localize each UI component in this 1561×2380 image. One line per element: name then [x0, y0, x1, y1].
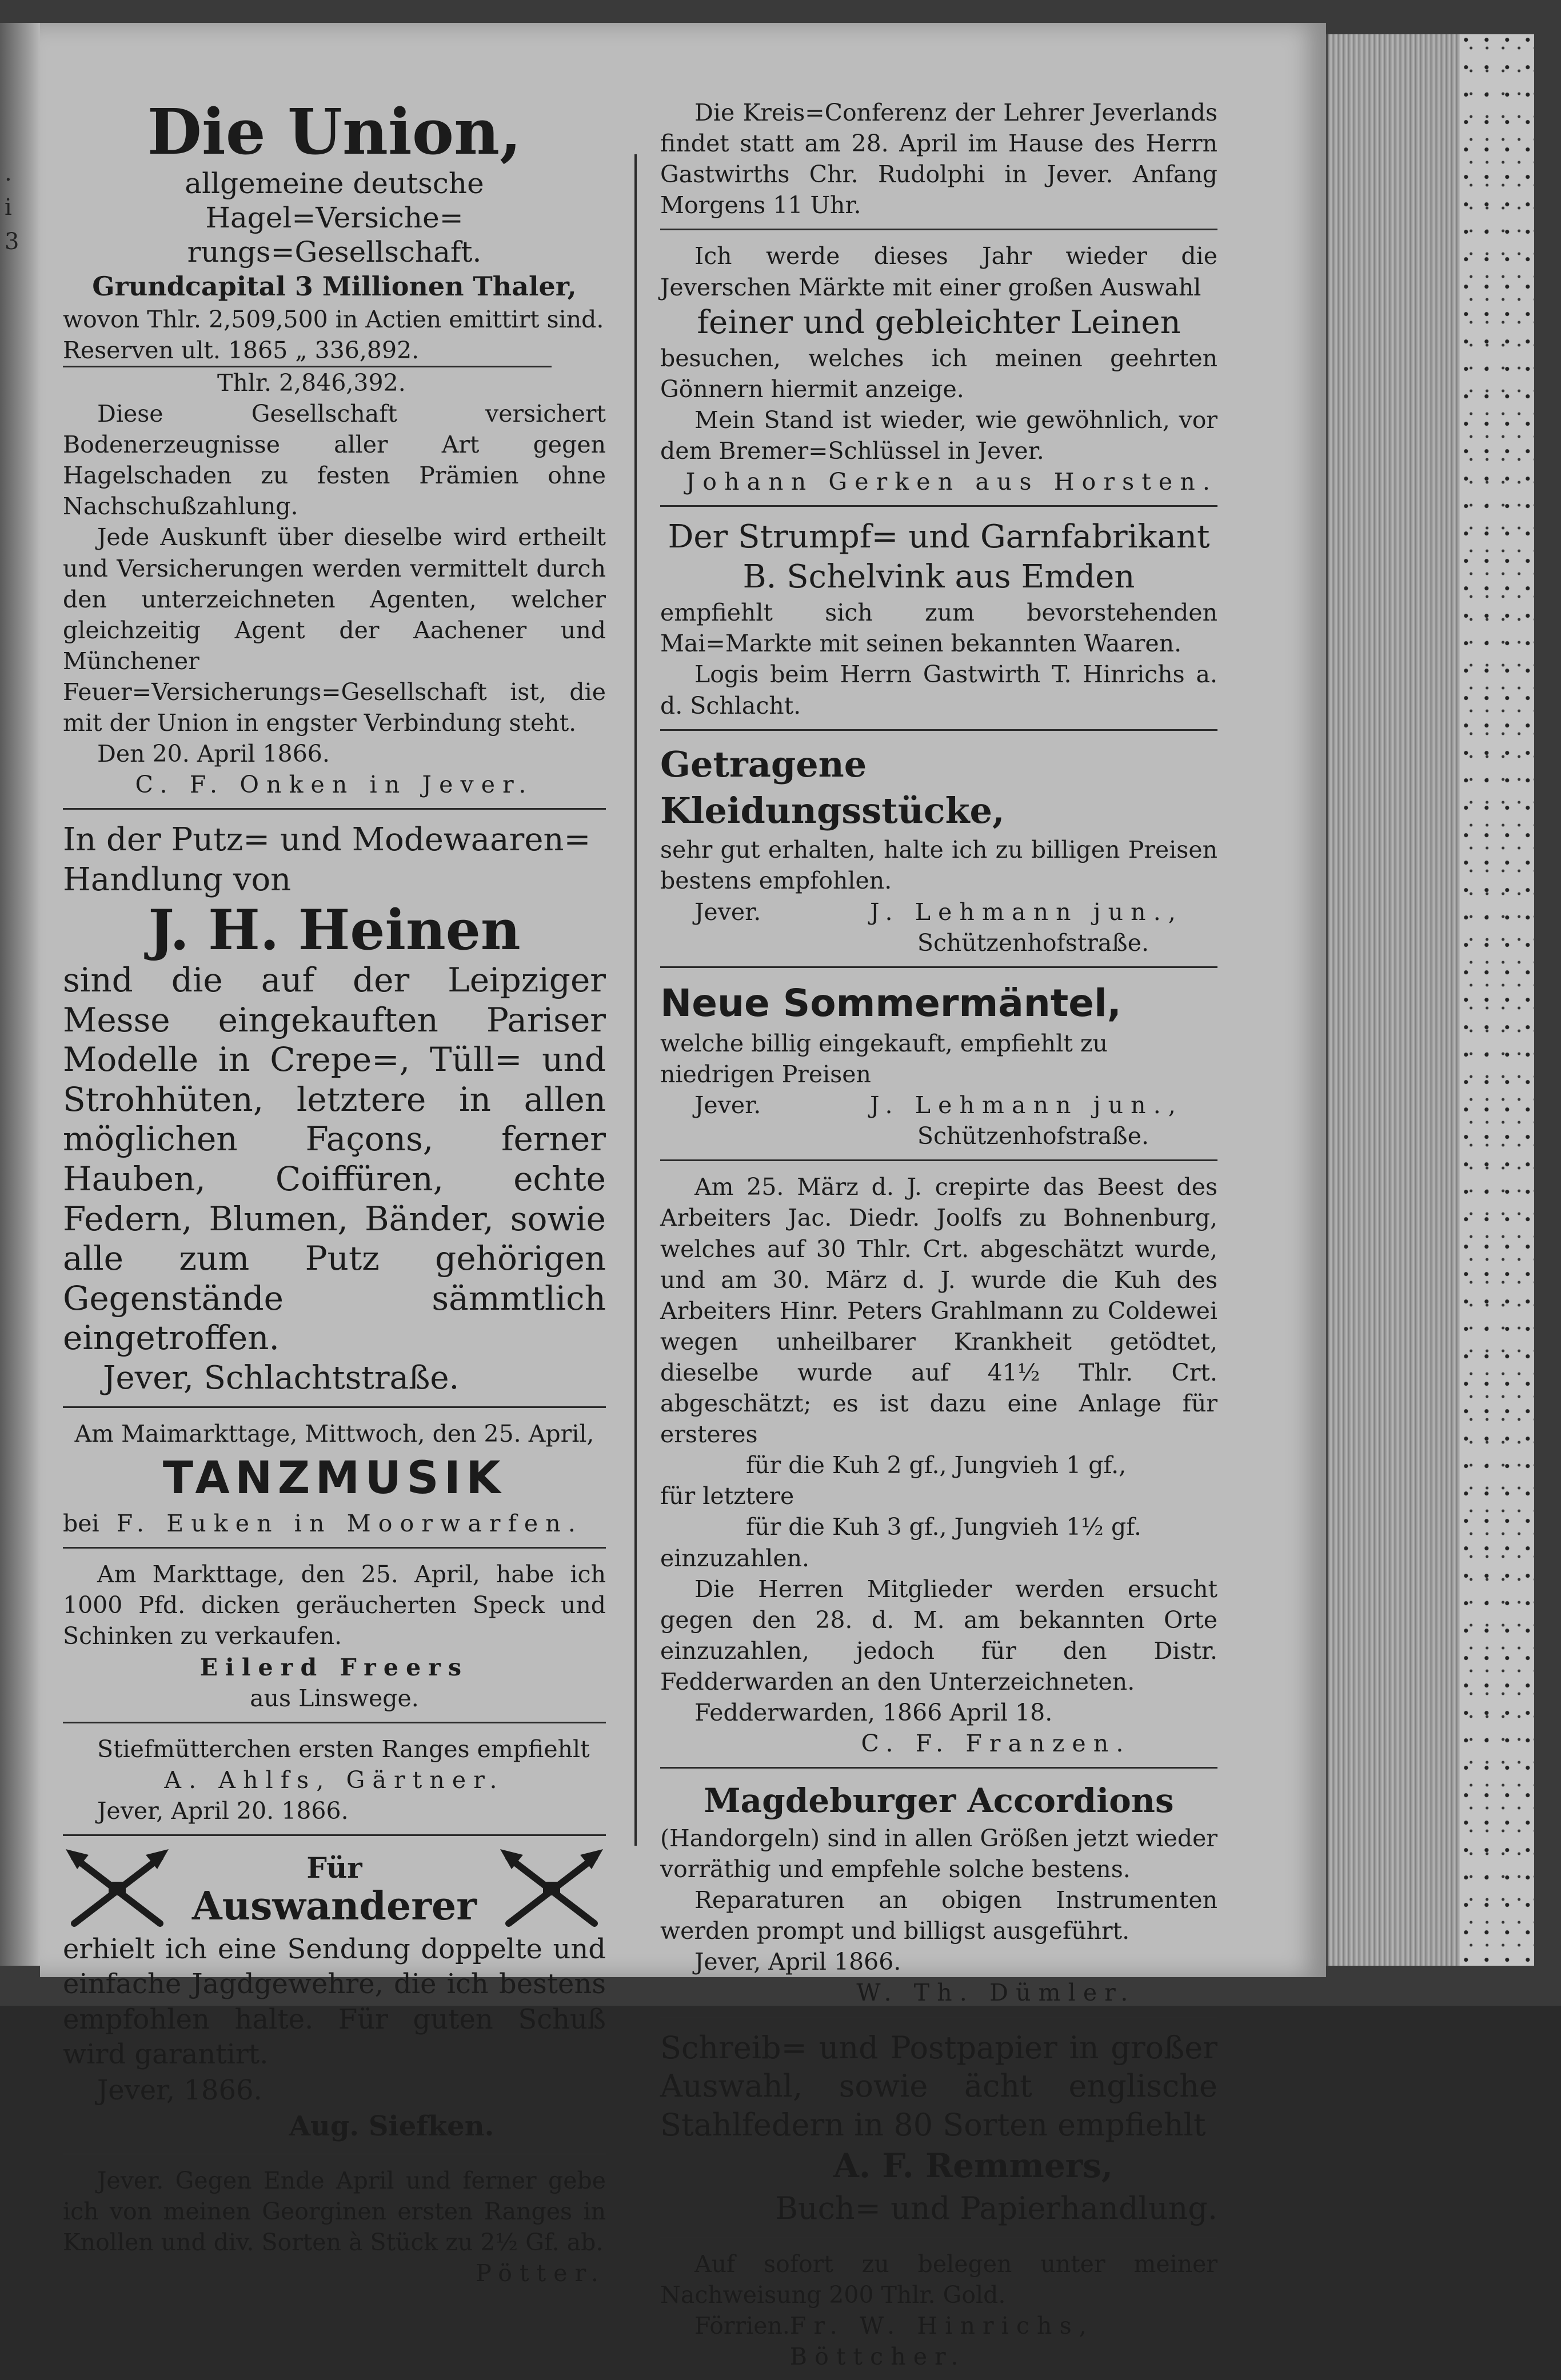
rule	[63, 808, 606, 810]
speck-signature: Eilerd Freers	[199, 1653, 469, 1681]
sommer-body: welche billig eingekauft, empfiehlt zu niedrigen Preisen	[660, 1029, 1108, 1088]
heinen-name: J. H. Heinen	[148, 898, 521, 963]
heinen-intro-1: In der Putz= und Modewaaren=	[63, 821, 591, 859]
tanz-line-1: Am Maimarkttage, Mittwoch, den 25. April,	[74, 1420, 594, 1447]
ad-heinen	[63, 820, 606, 1398]
strumpf-title-2: B. Schelvink aus Emden	[742, 558, 1135, 596]
accordions-body: (Handorgeln) sind in allen Größen jetzt wieder vorräthig und empfehle solche bestens.	[660, 1824, 1217, 1883]
auswanderer-date: Jever, 1866.	[97, 2074, 262, 2106]
kleidung-title: Getragene Kleidungsstücke,	[660, 743, 1005, 832]
ad-kleidung	[660, 741, 1217, 958]
vieh-line-a: für die Kuh 2 gf., Jungvieh 1 gf.,	[746, 1451, 1127, 1479]
column-divider	[634, 154, 637, 1846]
ad-leinen	[660, 241, 1217, 497]
union-subtitle-2: rungs=Gesellschaft.	[187, 235, 482, 269]
union-total: Thlr. 2,846,392.	[217, 369, 406, 397]
ad-remmers	[660, 2029, 1217, 2229]
ad-hinrichs	[660, 2249, 1217, 2372]
union-subtitle-1: allgemeine deutsche Hagel=Versiche=	[185, 167, 484, 234]
ad-georginen	[63, 2165, 606, 2289]
hinrichs-text: Auf sofort zu belegen unter meiner Nachweisung 200 Thlr. Gold.	[660, 2250, 1217, 2309]
strumpf-logis: Logis beim Herrn Gastwirth T. Hinrichs a. d. Schlacht.	[660, 661, 1217, 719]
vieh-text-2: Die Herren Mitglieder werden ersucht gegen den 28. d. M. am bekannten Orte einzuzahlen, jedoch für den Distr. Fedderwarden an den Unterzeichneten.	[660, 1575, 1217, 1696]
leinen-title: feiner und gebleichter Leinen	[697, 303, 1181, 341]
konferenz-text: Die Kreis=Conferenz der Lehrer Jeverlands findet statt am 28. April im Hause des Herrn Gastwirths Chr. Rudolphi in Jever. Anfang Morgens 11 Uhr.	[660, 99, 1217, 219]
auswanderer-fuer: Für	[306, 1850, 362, 1885]
kleidung-sign-row	[660, 897, 1217, 927]
crossed-rifles-icon	[63, 1846, 171, 1932]
tanz-title: TANZMUSIK	[162, 1453, 506, 1505]
speck-origin: aus Linswege.	[250, 1684, 419, 1712]
rule	[63, 1547, 606, 1549]
remmers-shop: Buch= und Papierhandlung.	[775, 2190, 1217, 2226]
georginen-text: Jever. Gegen Ende April und ferner gebe ich von meinen Georginen ersten Ranges in Knollen und div. Sorten à Stück zu 2½ Gf. ab.	[63, 2166, 606, 2256]
left-page-edge	[0, 23, 40, 1966]
vieh-signature: C. F. Franzen.	[861, 1730, 1131, 1758]
sommer-sign-row	[660, 1090, 1217, 1121]
ad-stiefmuetterchen	[63, 1734, 606, 1826]
union-signature: C. F. Onken in Jever.	[135, 771, 534, 799]
accordions-title: Magdeburger Accordions	[704, 1781, 1174, 1821]
kleidung-signature: J. Lehmann jun.,	[870, 898, 1183, 926]
rule	[660, 1159, 1217, 1161]
rule	[660, 2237, 1217, 2238]
sommer-signature: J. Lehmann jun.,	[870, 1091, 1183, 1119]
heinen-intro-2: Handlung von	[63, 861, 292, 899]
auswanderer-header	[63, 1846, 606, 1932]
ad-strumpf	[660, 517, 1217, 721]
margin-fragment: .	[5, 160, 12, 186]
sommer-title: Neue Sommermäntel,	[660, 981, 1121, 1025]
sommer-street: Schützenhofstraße.	[917, 1122, 1149, 1150]
vieh-line-c: für die Kuh 3 gf., Jungvieh 1½ gf.	[746, 1513, 1141, 1541]
margin-fragment: i	[5, 194, 12, 221]
tanz-bei: bei	[63, 1510, 99, 1538]
accordions-date: Jever, April 1866.	[694, 1948, 901, 1976]
vieh-date: Fedderwarden, 1866 April 18.	[694, 1699, 1053, 1727]
heinen-body: sind die auf der Leipziger Messe eingekauften Pariser Modelle in Crepe=, Tüll= und Strohhüten, letztere in allen möglichen Façons, ferner Hauben, Coiffüren, echte Federn, Blumen, Bänder, sowie alle zum Putz gehörigen Gegenstände sämmtlich eingetroffen.	[63, 961, 606, 1358]
heinen-place: Jever, Schlachtstraße.	[103, 1359, 460, 1397]
ad-speck	[63, 1559, 606, 1714]
vieh-line-d: einzuzahlen.	[660, 1544, 810, 1572]
kleidung-street: Schützenhofstraße.	[917, 929, 1149, 957]
sommer-place: Jever.	[694, 1091, 761, 1119]
auswanderer-body: erhielt ich eine Sendung doppelte und einfache Jagdgewehre, die ich bestens empfohlen halte. Für guten Schuß wird garantirt.	[63, 1933, 606, 2071]
union-date: Den 20. April 1866.	[97, 740, 330, 768]
hinrichs-sign-row	[660, 2310, 1217, 2372]
ad-sommermaentel	[660, 978, 1217, 1152]
rule	[660, 966, 1217, 968]
rule	[63, 1722, 606, 1723]
stief-signature: A. Ahlfs, Gärtner.	[164, 1766, 505, 1794]
remmers-body: Schreib= und Postpapier in großer Auswahl, sowie ächt englische Stahlfedern in 80 Sorten empfiehlt	[660, 2029, 1217, 2143]
margin-fragment: 3	[5, 229, 19, 255]
ad-tanzmusik	[63, 1418, 606, 1539]
vieh-line-b: für letztere	[660, 1482, 795, 1510]
left-column	[63, 97, 606, 2297]
strumpf-body: empfiehlt sich zum bevorstehenden Mai=Markte mit seinen bekannten Waaren.	[660, 599, 1217, 658]
kleidung-place: Jever.	[694, 898, 761, 926]
union-capital: Grundcapital 3 Millionen Thaler,	[92, 271, 577, 302]
ad-auswanderer	[63, 1846, 606, 2145]
georginen-signature: Pötter.	[476, 2259, 606, 2287]
rule	[660, 729, 1217, 731]
rule	[660, 229, 1217, 230]
auswanderer-title: Auswanderer	[191, 1883, 477, 1929]
crossed-rifles-icon	[497, 1846, 606, 1932]
remmers-name: A. F. Remmers,	[833, 2146, 1113, 2186]
speck-text: Am Markttage, den 25. April, habe ich 1000 Pfd. dicken geräucherten Speck und Schinken zu verkaufen.	[63, 1561, 606, 1650]
right-column	[660, 97, 1217, 2380]
union-title: Die Union,	[147, 95, 522, 169]
vieh-text: Am 25. März d. J. crepirte das Beest des Arbeiters Jac. Diedr. Joolfs zu Bohnenburg, welches auf 30 Thlr. Crt. abgeschätzt wurde, und am 30. März d. J. wurde die Kuh des Arbeiters Hinr. Peters Grahlmann zu Coldewei wegen unheilbarer Krankheit getödtet, dieselbe wurde auf 41½ Thlr. Crt. abgeschätzt; es ist dazu eine Anlage für ersteres	[660, 1173, 1217, 1449]
union-para-2: Jede Auskunft über dieselbe wird ertheilt und Versicherungen werden vermittelt durch den unterzeichneten Agenten, welcher gleichzeitig Agent der Aachener und Münchener Feuer=Versicherungs=Gesellschaft ist, die mit der Union in engster Verbindung steht.	[63, 523, 606, 737]
stief-text: Stiefmütterchen ersten Ranges empfiehlt	[97, 1735, 590, 1763]
leinen-stand: Mein Stand ist wieder, wie gewöhnlich, vor dem Bremer=Schlüssel in Jever.	[660, 406, 1217, 465]
rule	[63, 2153, 606, 2155]
ad-accordions	[660, 1779, 1217, 2008]
tanz-host-row	[63, 1508, 606, 1539]
tanz-host: F. Euken in Moorwarfen.	[116, 1510, 583, 1538]
stief-date: Jever, April 20. 1866.	[97, 1797, 349, 1825]
leinen-signature: Johann Gerken aus Horsten.	[685, 468, 1217, 496]
kleidung-body: sehr gut erhalten, halte ich zu billigen Preisen bestens empfohlen.	[660, 836, 1217, 895]
book-page-edges	[1326, 34, 1534, 1966]
auswanderer-signature: Aug. Siefken.	[289, 2110, 494, 2143]
hinrichs-place: Förrien.	[694, 2312, 790, 2340]
ad-viehkasse	[660, 1171, 1217, 1759]
rule	[63, 1406, 606, 1408]
strumpf-title-1: Der Strumpf= und Garnfabrikant	[668, 518, 1210, 556]
union-capital-line: wovon Thlr. 2,509,500 in Actien emittirt sind.	[63, 305, 604, 333]
rule	[660, 1767, 1217, 1769]
rule	[660, 2017, 1217, 2018]
ad-union	[63, 97, 606, 800]
rule	[660, 505, 1217, 507]
union-para-1: Diese Gesellschaft versichert Bodenerzeugnisse aller Art gegen Hagelschaden zu festen Prämien ohne Nachschußzahlung.	[63, 400, 606, 521]
ad-konferenz	[660, 97, 1217, 221]
accordions-repair: Reparaturen an obigen Instrumenten werden prompt und billigst ausgeführt.	[660, 1886, 1217, 1945]
accordions-signature: W. Th. Dümler.	[856, 1979, 1136, 2007]
leinen-intro: Ich werde dieses Jahr wieder die Jeverschen Märkte mit einer großen Auswahl	[660, 242, 1217, 301]
rule	[63, 1834, 606, 1836]
hinrichs-signature: Fr. W. Hinrichs, Böttcher.	[789, 2312, 1094, 2371]
leinen-body: besuchen, welches ich meinen geehrten Gönnern hiermit anzeige.	[660, 344, 1217, 403]
union-reserves: Reserven ult. 1865 „ 336,892.	[63, 335, 552, 367]
